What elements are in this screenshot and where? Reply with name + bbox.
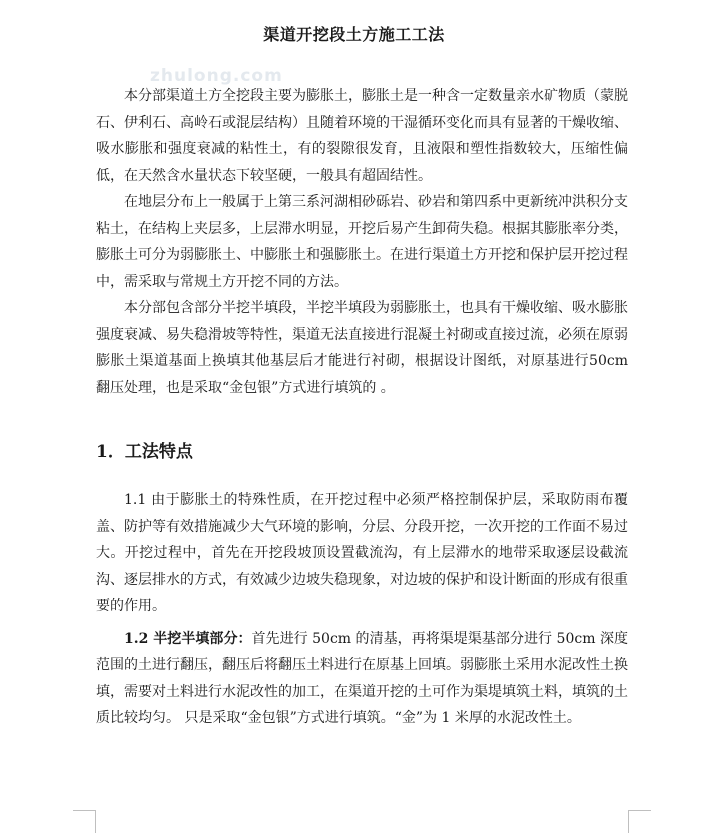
- section1-paragraph-1: 1.1 由于膨胀土的特殊性质，在开挖过程中必须严格控制保护层，采取防雨布覆盖、防护等有效措施减少大气环境的影响，分层、分段开挖，一次开挖的工作面不易过大。开挖过程中，首先在开挖段坡顶设置截流沟，有上层滞水的地带采取逐层设截流沟、逐层排水的方式，有效减少边坡失稳现象，对边坡的保护和设计断面的形成有很重要的作用。: [96, 492, 628, 614]
- watermark: zhulong.com: [150, 66, 283, 86]
- section1-paragraph-2: [96, 626, 628, 732]
- section-heading: 1．工法特点: [96, 442, 193, 462]
- page-corner-mark-right: [628, 810, 651, 833]
- paragraph-text: 首先进行 50cm 的清基，再将渠堤渠基部分进行 50cm 深度范围的土进行翻压，翻压后将翻压土料进行在原基上回填。弱膨胀土采用水泥改性土换填，需要对土料进行水泥改性的加工，在渠道开挖的土可作为渠堤填筑土料，填筑的土质比较均匀。 只是采取“金包银”方式进行填筑。“金”为 1 米厚的水泥改性土。: [96, 630, 628, 726]
- intro-paragraph-3: 本分部包含部分半挖半填段，半挖半填段为弱膨胀土，也具有干燥收缩、吸水膨胀强度衰减、易失稳滑坡等特性，渠道无法直接进行混凝土衬砌或直接过流，必须在原弱膨胀土渠道基面上换填其他基层后才能进行衬砌，根据设计图纸，对原基进行50cm 翻压处理，也是采取“金包银”方式进行填筑的 。: [96, 300, 628, 396]
- intro-paragraph-1: 本分部渠道土方全挖段主要为膨胀土，膨胀土是一种含一定数量亲水矿物质（蒙脱石、伊利石、高岭石或混层结构）且随着环境的干湿循环变化而具有显著的干燥收缩、吸水膨胀和强度衰减的粘性土，有的裂隙很发育，且液限和塑性指数较大，压缩性偏低，在天然含水量状态下较坚硬，一般具有超固结性。: [96, 88, 628, 184]
- intro-section: [96, 83, 628, 401]
- document-title: 渠道开挖段土方施工工法: [263, 25, 445, 44]
- page-corner-mark-left: [73, 810, 96, 833]
- section1-body: [96, 487, 628, 732]
- paragraph-lead-label: 1.2 半挖半填部分：: [124, 630, 252, 647]
- intro-paragraph-2: 在地层分布上一般属于上第三系河湖相砂砾岩、砂岩和第四系中更新统冲洪积分支粘土，在结构上夹层多，上层滞水明显，开挖后易产生卸荷失稳。根据其膨胀率分类，膨胀土可分为弱膨胀土、中膨胀土和强膨胀土。在进行渠道土方开挖和保护层开挖过程中，需采取与常规土方开挖不同的方法。: [96, 194, 628, 290]
